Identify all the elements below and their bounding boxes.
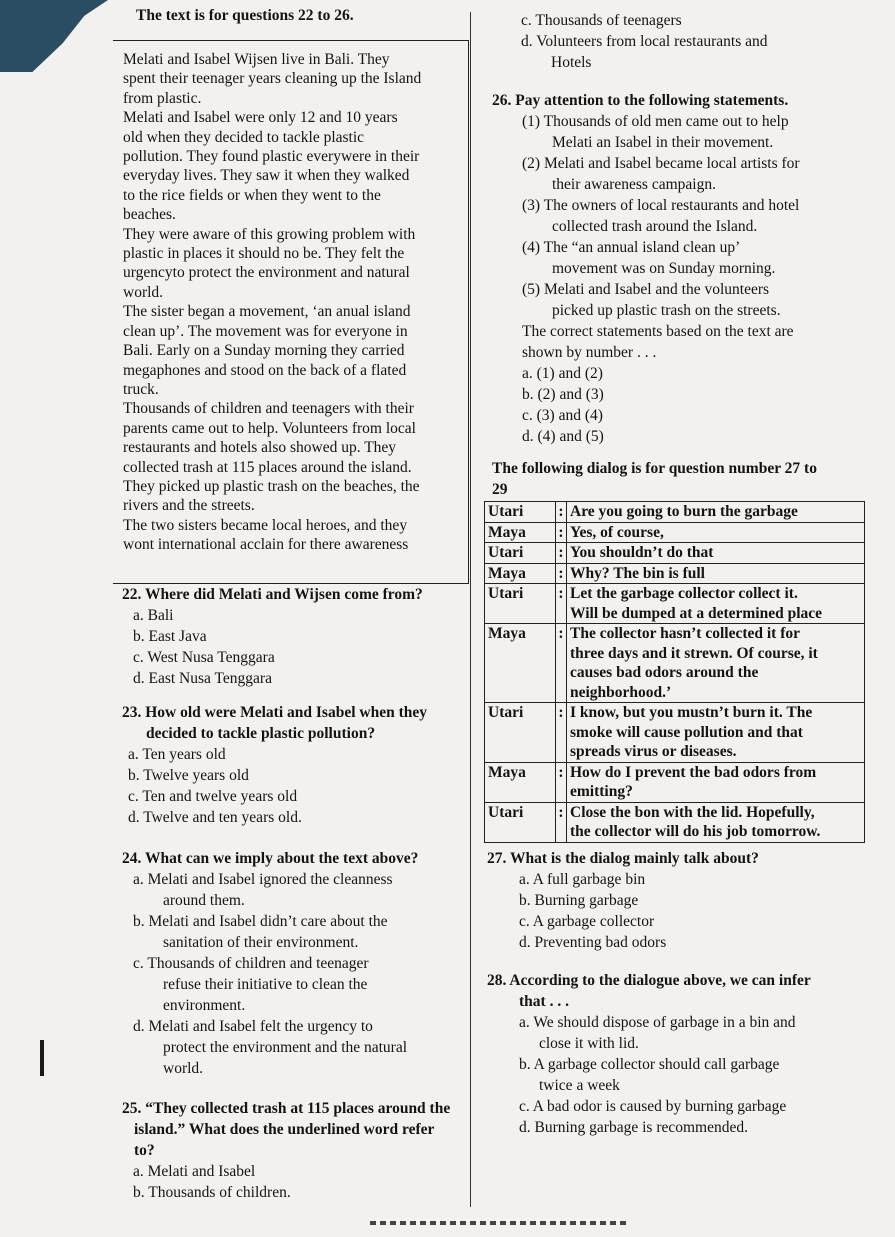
- answer-option[interactable]: a. (1) and (2): [522, 365, 603, 382]
- speaker: Maya: [485, 624, 556, 703]
- dialog-line: You shouldn’t do that: [567, 543, 865, 564]
- answer-option[interactable]: a. Melati and Isabel ignored the cleanness around them.: [133, 871, 393, 909]
- answer-option[interactable]: b. Thousands of children.: [133, 1184, 291, 1201]
- passage-paragraph: Melati and Isabel were only 12 and 10 years old when they decided to tackle plastic pollution. They found plastic everywere in their everyday lives. They saw it when they walked to the rice fields or when they went to the beaches.: [123, 109, 420, 224]
- dialog-line: I know, but you mustn’t burn it. The smoke will cause pollution and that spreads virus or diseases.: [567, 703, 865, 763]
- dialog-intro: The following dialog is for question number 27 to 29: [492, 460, 817, 498]
- reading-passage: [123, 50, 463, 555]
- dialog-line: Let the garbage collector collect it. Will be dumped at a determined place: [567, 584, 865, 624]
- dialog-row: Maya : Yes, of course,: [485, 522, 865, 543]
- answer-option[interactable]: b. A garbage collector should call garbage twice a week: [519, 1056, 780, 1094]
- question-stem: island.” What does the underlined word refer: [134, 1121, 435, 1138]
- dialog-row: Maya : Why? The bin is full: [485, 563, 865, 584]
- speaker: Utari: [485, 584, 556, 624]
- answer-option[interactable]: d. (4) and (5): [522, 428, 604, 445]
- question-22: [122, 584, 467, 689]
- dialog-row: Maya : How do I prevent the bad odors from emitting?: [485, 762, 865, 802]
- question-stem: 22. Where did Melati and Wijsen come from?: [122, 586, 423, 603]
- answer-option[interactable]: d. Burning garbage is recommended.: [519, 1119, 748, 1136]
- dialog-row: Maya : The collector hasn’t collected it for three days and it strewn. Of course, it causes bad odors around the neighborhood.’: [485, 624, 865, 703]
- answer-option[interactable]: a. Ten years old: [128, 746, 226, 763]
- answer-option[interactable]: a. Melati and Isabel: [133, 1163, 256, 1180]
- statement: (2) Melati and Isabel became local artists for their awareness campaign.: [522, 155, 800, 193]
- bottom-edge-marks: [370, 1221, 630, 1225]
- answer-option[interactable]: c. Thousands of teenagers: [521, 12, 682, 29]
- answer-option[interactable]: c. Ten and twelve years old: [128, 788, 298, 805]
- passage-paragraph: The two sisters became local heroes, and they wont international acclain for there awareness: [123, 516, 409, 554]
- answer-option[interactable]: d. Melati and Isabel felt the urgency to protect the environment and the natural world.: [133, 1018, 408, 1077]
- passage-paragraph: Melati and Isabel Wijsen live in Bali. They spent their teenager years cleaning up the Island from plastic.: [123, 51, 422, 107]
- passage-paragraph: They were aware of this growing problem with plastic in places it should no be. They felt the urgencyto protect the environment and natural world.: [123, 225, 416, 301]
- question-stem: 23. How old were Melati and Isabel when they: [122, 704, 427, 721]
- answer-option[interactable]: c. Thousands of children and teenager refuse their initiative to clean the environment.: [133, 955, 369, 1014]
- answer-option[interactable]: a. Bali: [133, 607, 174, 624]
- question-28: [487, 970, 867, 1138]
- passage-paragraph: Thousands of children and teenagers with their parents came out to help. Volunteers from local restaurants and hotels also showed up. They collected trash at 115 places around the island. They picked up plastic trash on the beaches, the rivers and the streets.: [123, 400, 420, 515]
- answer-option[interactable]: b. East Java: [133, 628, 207, 645]
- dialog-row: Utari : I know, but you mustn’t burn it. The smoke will cause pollution and that spreads virus or diseases.: [485, 703, 865, 763]
- statement: (1) Thousands of old men came out to help Melati an Isabel in their movement.: [522, 113, 789, 151]
- question-stem: decided to tackle plastic pollution?: [146, 725, 376, 742]
- speaker: Utari: [485, 543, 556, 564]
- question-stem: to?: [134, 1142, 155, 1159]
- question-stem: 24. What can we imply about the text above?: [122, 850, 419, 867]
- dialog-line: How do I prevent the bad odors from emitting?: [567, 762, 865, 802]
- dialog-row: Utari : Close the bon with the lid. Hopefully, the collector will do his job tomorrow.: [485, 802, 865, 842]
- dialog-row: Utari : You shouldn’t do that: [485, 543, 865, 564]
- answer-option[interactable]: d. East Nusa Tenggara: [133, 670, 272, 687]
- section-intro: The text is for questions 22 to 26.: [136, 7, 354, 24]
- statement: (5) Melati and Isabel and the volunteers picked up plastic trash on the streets.: [522, 281, 781, 319]
- answer-option[interactable]: b. Twelve years old: [128, 767, 249, 784]
- speaker: Maya: [485, 522, 556, 543]
- question-25: [122, 1098, 467, 1203]
- question-stem: that . . .: [519, 993, 569, 1010]
- continued-options: [521, 10, 881, 73]
- dialog-table: [484, 501, 865, 843]
- answer-option[interactable]: c. (3) and (4): [522, 407, 603, 424]
- speaker: Utari: [485, 502, 556, 523]
- answer-option[interactable]: d. Preventing bad odors: [519, 934, 667, 951]
- statement: (4) The “an annual island clean up’ movement was on Sunday morning.: [522, 239, 776, 277]
- answer-option[interactable]: a. A full garbage bin: [519, 871, 646, 888]
- speaker: Utari: [485, 802, 556, 842]
- question-24: [122, 848, 467, 1079]
- statement-prompt: The correct statements based on the text are shown by number . . .: [522, 323, 794, 361]
- dialog-line: Yes, of course,: [567, 522, 865, 543]
- question-stem: 28. According to the dialogue above, we can infer: [487, 972, 811, 989]
- dialog-line: Close the bon with the lid. Hopefully, the collector will do his job tomorrow.: [567, 802, 865, 842]
- speaker: Maya: [485, 762, 556, 802]
- margin-mark: [40, 1040, 44, 1076]
- answer-option[interactable]: d. Twelve and ten years old.: [128, 809, 302, 826]
- dialog-line: Why? The bin is full: [567, 563, 865, 584]
- speaker: Maya: [485, 563, 556, 584]
- question-stem: 27. What is the dialog mainly talk about?: [487, 850, 759, 867]
- dialog-row: Utari : Are you going to burn the garbage: [485, 502, 865, 523]
- answer-option[interactable]: b. Burning garbage: [519, 892, 639, 909]
- answer-option[interactable]: c. A bad odor is caused by burning garbage: [519, 1098, 787, 1115]
- answer-option[interactable]: c. A garbage collector: [519, 913, 655, 930]
- answer-option[interactable]: a. We should dispose of garbage in a bin and close it with lid.: [519, 1014, 796, 1052]
- dialog-line: The collector hasn’t collected it for three days and it strewn. Of course, it causes bad odors around the neighborhood.’: [567, 624, 865, 703]
- question-26: [492, 90, 867, 447]
- question-stem: 26. Pay attention to the following statements.: [492, 92, 789, 109]
- question-23: [122, 702, 467, 828]
- question-27: [487, 848, 867, 953]
- passage-paragraph: The sister began a movement, ‘an anual island clean up’. The movement was for everyone in Bali. Early on a Sunday morning they carried megaphones and stood on the back of a flated truck.: [123, 303, 411, 398]
- answer-option[interactable]: d. Volunteers from local restaurants and: [521, 33, 768, 50]
- speaker: Utari: [485, 703, 556, 763]
- statement: (3) The owners of local restaurants and hotel collected trash around the Island.: [522, 197, 800, 235]
- question-stem: 25. “They collected trash at 115 places around the: [122, 1100, 451, 1117]
- column-divider: [470, 12, 471, 1207]
- answer-option: Hotels: [551, 54, 592, 71]
- dialog-row: Utari : Let the garbage collector collect it. Will be dumped at a determined place: [485, 584, 865, 624]
- corner-decoration: [0, 0, 108, 72]
- dialog-line: Are you going to burn the garbage: [567, 502, 865, 523]
- answer-option[interactable]: b. (2) and (3): [522, 386, 604, 403]
- answer-option[interactable]: c. West Nusa Tenggara: [133, 649, 275, 666]
- answer-option[interactable]: b. Melati and Isabel didn’t care about the sanitation of their environment.: [133, 913, 388, 951]
